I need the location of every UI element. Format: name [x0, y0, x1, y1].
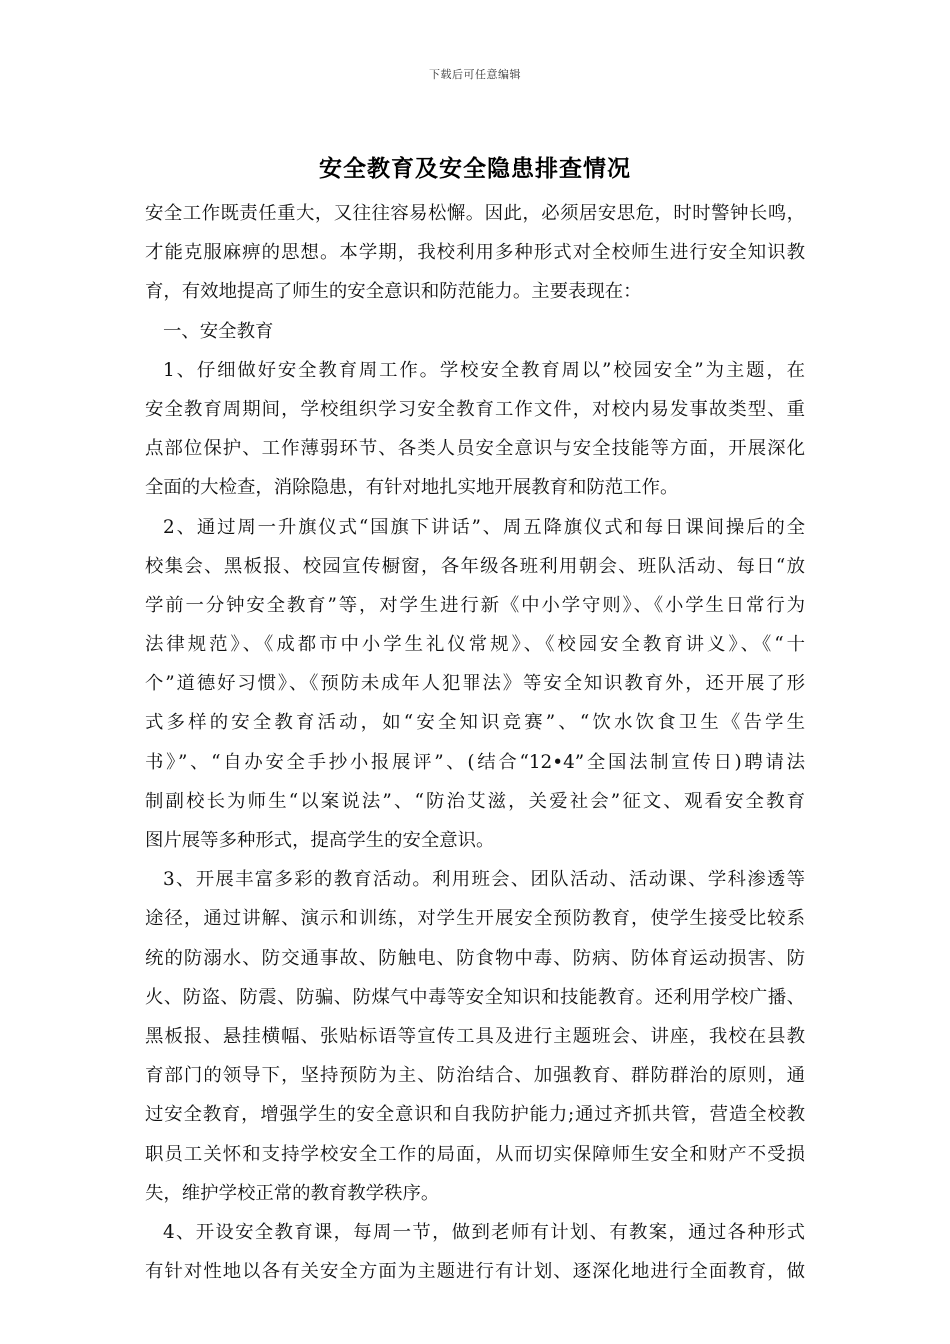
body-line: 1、仔细做好安全教育周工作。学校安全教育周以”校园安全”为主题，在	[163, 359, 805, 381]
body-line: 3、开展丰富多彩的教育活动。利用班会、团队活动、活动课、学科渗透等	[163, 869, 805, 891]
body-line: 安全教育周期间，学校组织学习安全教育工作文件，对校内易发事故类型、重	[145, 398, 805, 420]
body-line: 有针对性地以各有关安全方面为主题进行有计划、逐深化地进行全面教育，做	[145, 1261, 805, 1283]
body-line: 制副校长为师生“以案说法”、“防治艾滋，关爱社会”征文、观看安全教育	[145, 790, 805, 812]
document-body	[145, 194, 805, 1291]
body-line: 个”道德好习惯》、《预防未成年人犯罪法》等安全知识教育外，还开展了形	[145, 673, 805, 695]
body-line: 图片展等多种形式，提高学生的安全意识。	[145, 830, 495, 851]
body-line: 校集会、黑板报、校园宣传橱窗，各年级各班利用朝会、班队活动、每日“放	[145, 555, 805, 577]
header-note: 下载后可任意编辑	[429, 68, 521, 81]
body-line: 途径，通过讲解、演示和训练，对学生开展安全预防教育，使学生接受比较系	[145, 908, 805, 930]
document-title: 安全教育及安全隐患排查情况	[319, 155, 631, 182]
body-line: 黑板报、悬挂横幅、张贴标语等宣传工具及进行主题班会、讲座，我校在县教	[145, 1025, 805, 1047]
body-line: 一、安全教育	[163, 320, 274, 342]
body-line: 点部位保护、工作薄弱环节、各类人员安全意识与安全技能等方面，开展深化	[145, 438, 805, 460]
body-line: 过安全教育，增强学生的安全意识和自我防护能力;通过齐抓共管，营造全校教	[145, 1104, 805, 1126]
body-line: 2、通过周一升旗仪式“国旗下讲话”、周五降旗仪式和每日课间操后的全	[163, 516, 805, 538]
body-line: 火、防盗、防震、防骗、防煤气中毒等安全知识和技能教育。还利用学校广播、	[145, 986, 805, 1008]
body-line: 才能克服麻痹的思想。本学期，我校利用多种形式对全校师生进行安全知识教	[145, 242, 805, 264]
body-line: 安全工作既责任重大，又往往容易松懈。因此，必须居安思危，时时警钟长鸣，	[145, 203, 805, 224]
body-line: 书》”、“自办安全手抄小报展评”、(结合“12•4”全国法制宣传日)聘请法	[145, 751, 805, 773]
body-line: 式多样的安全教育活动，如“安全知识竞赛”、“饮水饮食卫生《告学生	[145, 712, 805, 734]
body-line: 法律规范》、《成都市中小学生礼仪常规》、《校园安全教育讲义》、《“十	[145, 634, 805, 656]
body-line: 职员工关怀和支持学校安全工作的局面，从而切实保障师生安全和财产不受损	[145, 1143, 805, 1165]
body-line: 育部门的领导下，坚持预防为主、防治结合、加强教育、群防群治的原则，通	[145, 1065, 805, 1087]
body-line: 失，维护学校正常的教育教学秩序。	[145, 1182, 440, 1204]
body-line: 统的防溺水、防交通事故、防触电、防食物中毒、防病、防体育运动损害、防	[145, 947, 805, 969]
body-line: 4、开设安全教育课，每周一节，做到老师有计划、有教案，通过各种形式	[163, 1221, 805, 1243]
body-line: 全面的大检查，消除隐患，有针对地扎实地开展教育和防范工作。	[145, 477, 679, 499]
body-line: 育，有效地提高了师生的安全意识和防范能力。主要表现在：	[145, 281, 642, 303]
body-line: 学前一分钟安全教育”等，对学生进行新《中小学守则》、《小学生日常行为	[145, 594, 805, 616]
